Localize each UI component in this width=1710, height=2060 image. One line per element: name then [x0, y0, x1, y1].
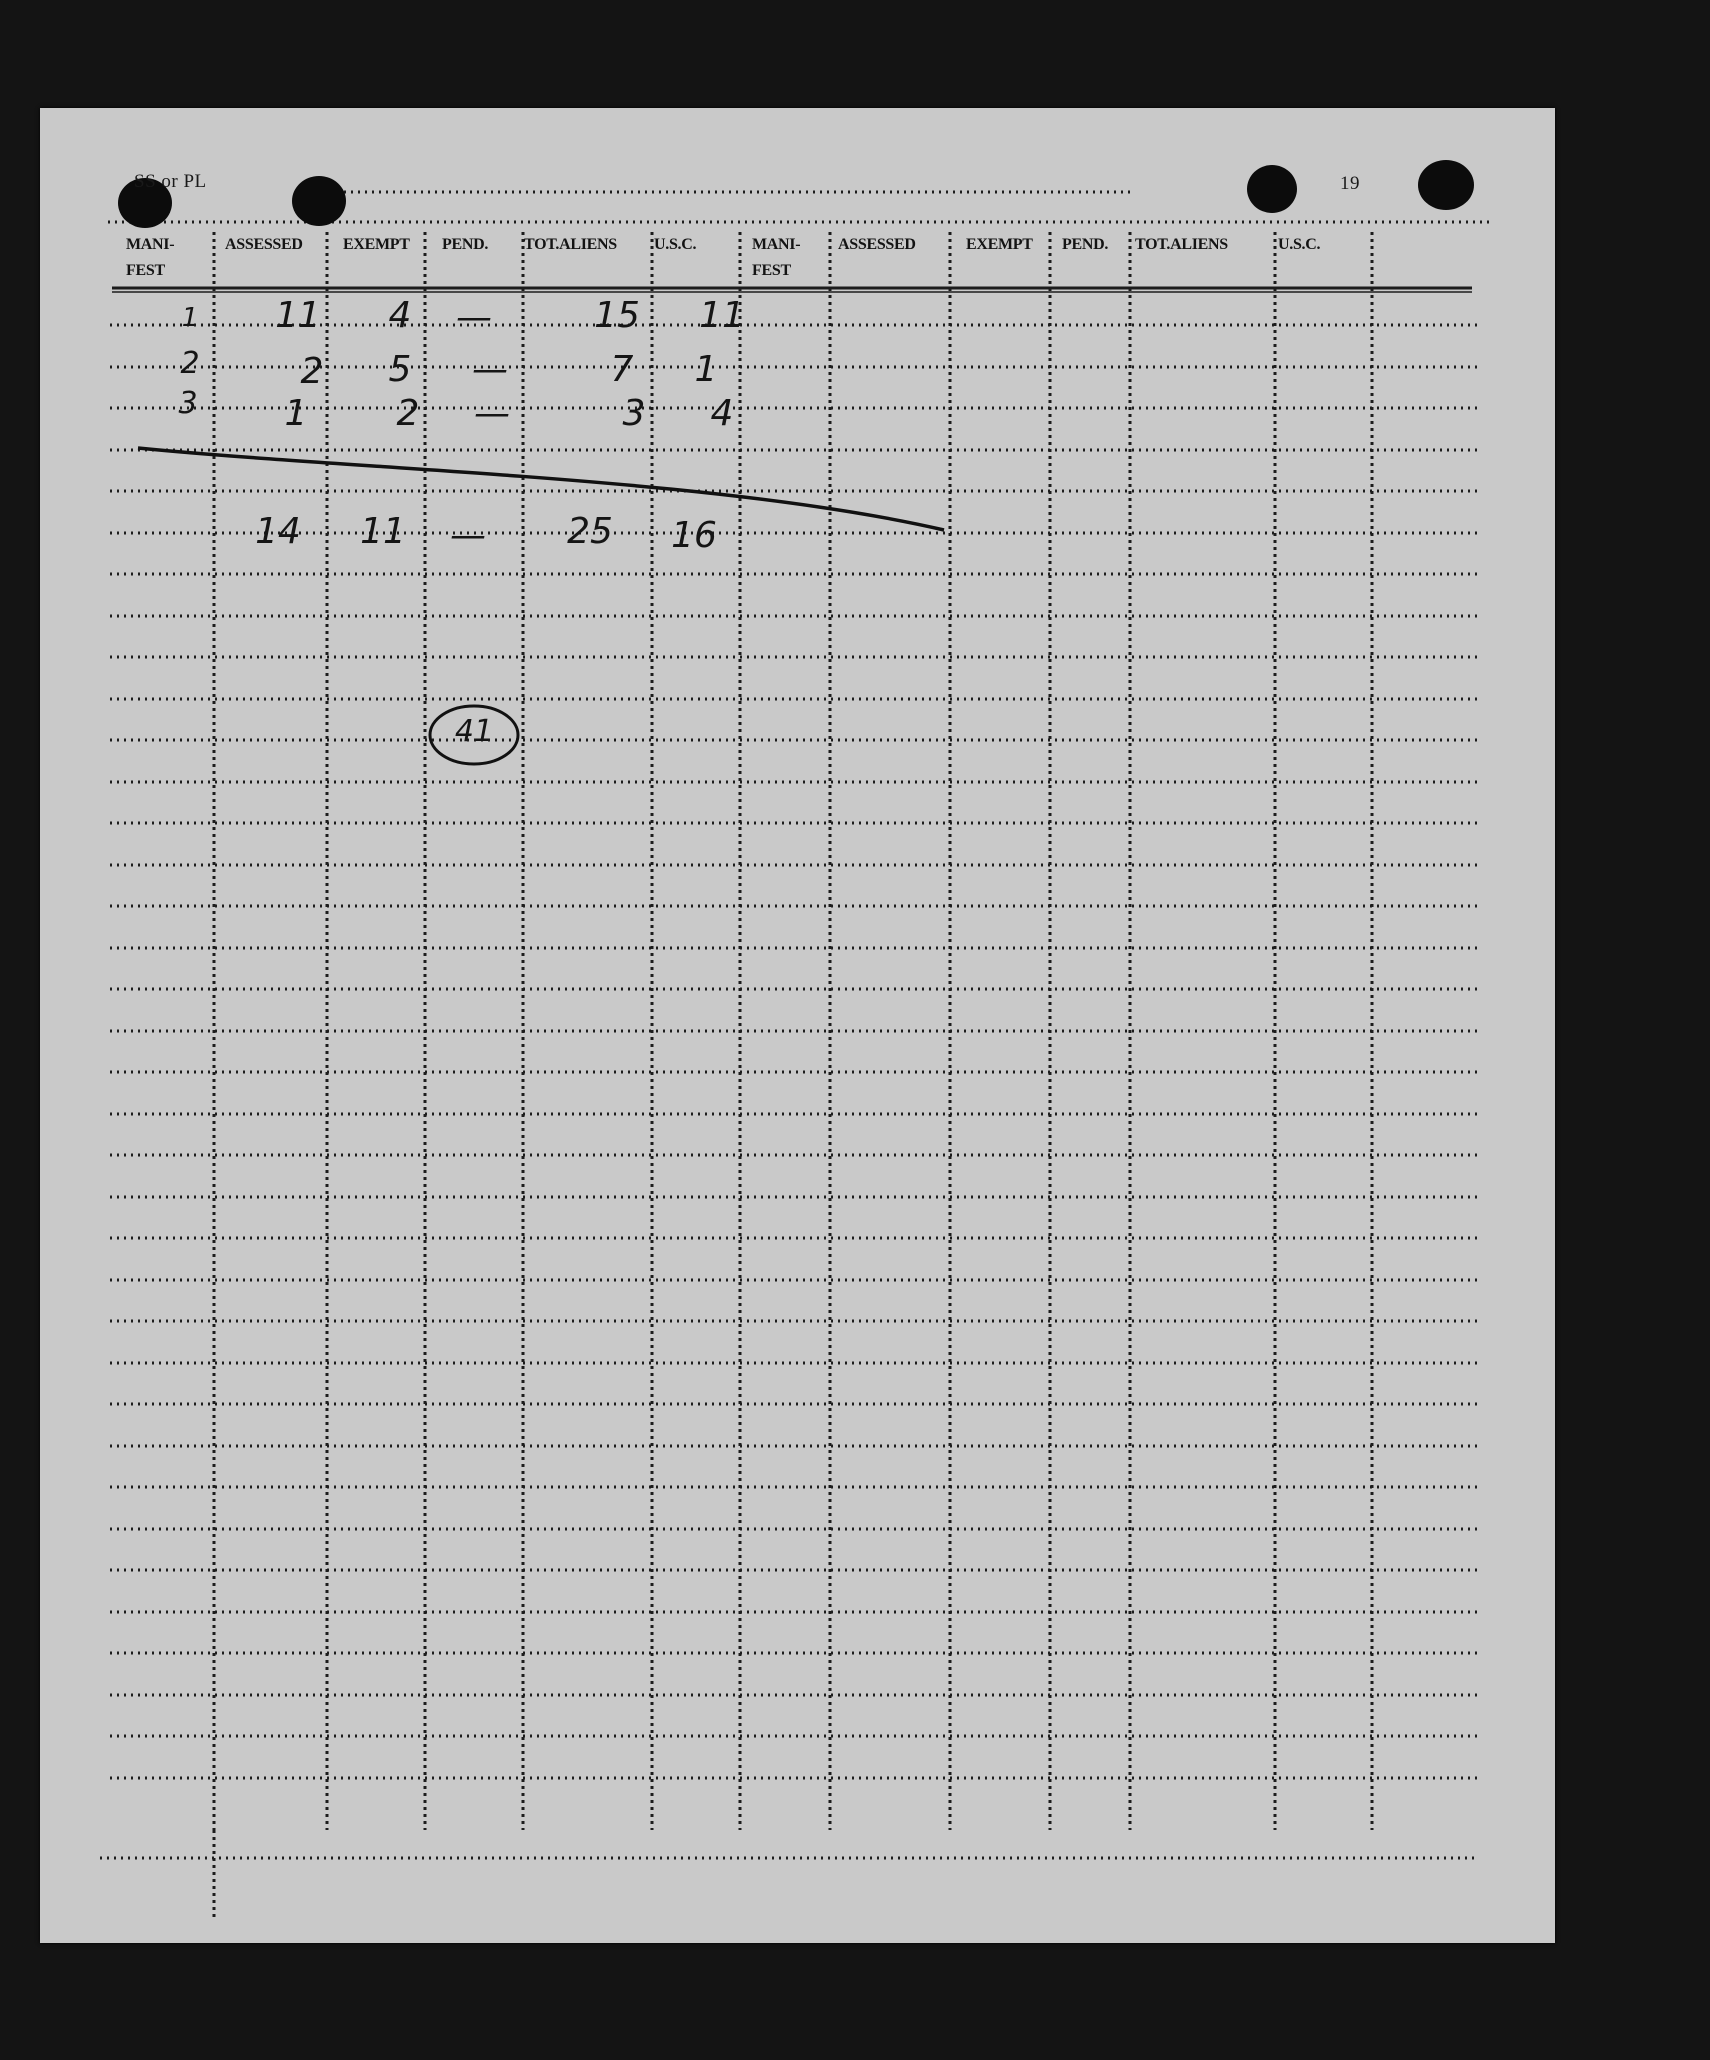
row1-manifest: 1	[181, 303, 199, 333]
row3-pend: —	[474, 393, 510, 434]
row2-exempt: 5	[388, 349, 412, 390]
row2-assessed: 2	[300, 351, 324, 392]
row1-usc: 11	[699, 295, 745, 336]
punch-hole	[292, 176, 346, 226]
row1-exempt: 4	[388, 295, 412, 336]
col-header-tot-aliens-2: TOT.ALIENS	[1135, 236, 1228, 253]
col-header-assessed-2: ASSESSED	[838, 236, 916, 253]
total-assessed: 14	[255, 511, 301, 552]
row1-tot-aliens: 15	[594, 295, 640, 336]
row2-pend: —	[472, 349, 508, 390]
row1-pend: —	[456, 297, 492, 338]
total-exempt: 11	[360, 511, 406, 552]
col-header-manifest: MANI- FEST	[126, 236, 175, 279]
row2-manifest: 2	[180, 346, 200, 381]
row3-usc: 4	[710, 393, 734, 434]
col-header-assessed: ASSESSED	[225, 236, 303, 253]
total-pend: —	[450, 515, 486, 556]
col-header-tot-aliens: TOT.ALIENS	[524, 236, 617, 253]
row1-assessed: 11	[275, 295, 321, 336]
punch-hole	[1418, 160, 1474, 210]
total-usc: 16	[671, 515, 717, 556]
row2-usc: 1	[694, 349, 718, 390]
col-header-usc: U.S.C.	[654, 236, 697, 253]
col-header-pend-2: PEND.	[1062, 236, 1109, 253]
circled-note: 41	[454, 714, 494, 749]
col-header-exempt-2: EXEMPT	[966, 236, 1033, 253]
col-header-manifest-2: MANI- FEST	[752, 236, 801, 279]
col-header-pend: PEND.	[442, 236, 489, 253]
ship-label: SS or PL	[134, 171, 207, 192]
row3-assessed: 1	[284, 393, 308, 434]
year-label: 19	[1340, 173, 1360, 194]
row3-tot-aliens: 3	[622, 393, 646, 434]
total-tot-aliens: 25	[567, 511, 613, 552]
col-header-exempt: EXEMPT	[343, 236, 410, 253]
col-header-usc-2: U.S.C.	[1278, 236, 1321, 253]
row3-manifest: 3	[178, 386, 198, 421]
row2-tot-aliens: 7	[610, 349, 634, 390]
row3-exempt: 2	[396, 393, 420, 434]
punch-hole	[1247, 165, 1297, 213]
